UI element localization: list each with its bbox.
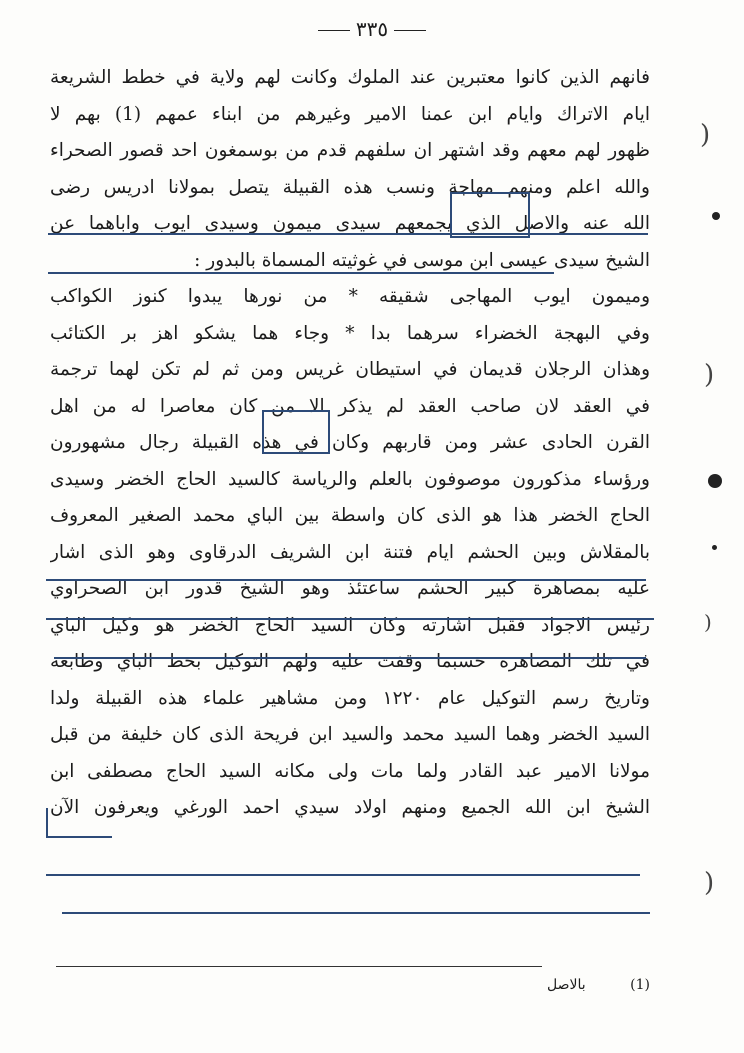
text-line: ورؤساء مذكورون موصوفون بالعلم والرياسة كالسيد الحاج الخضر وسيدى	[50, 468, 650, 490]
text-line: وتاريخ رسم التوكيل عام ١٢٢٠ ومن مشاهير علماء هذه القبيلة ولدا	[50, 687, 650, 709]
text-line: فانهم الذين كانوا معتبرين عند الملوك وكانت لهم ولاية في خطط الشريعة	[50, 67, 650, 88]
text-line: الشيخ سيدى عيسى ابن موسى في غوثيته المسماة بالبدور :	[194, 249, 650, 271]
box-annotation	[262, 410, 330, 454]
underline-annotation	[46, 579, 646, 581]
margin-mark: )	[704, 610, 712, 634]
verse-line: وميمون ايوب المهاجى شقيقه * من نورها يبدوا كنوز الكواكب	[50, 286, 650, 307]
underline-annotation	[62, 912, 650, 914]
ink-blot	[708, 474, 722, 488]
margin-mark: )	[704, 868, 715, 898]
footnote-text: بالاصل	[547, 977, 586, 993]
text-line: وهذان الرجلان قديمان في استيطان غريس ومن ثم لم تكن لهما ترجمة	[50, 359, 650, 380]
margin-mark: )	[704, 360, 715, 390]
underline-annotation	[48, 272, 554, 274]
text-line: مولانا الامير عبد القادر ولما مات ولى مكانه السيد الحاج مصطفى ابن	[50, 760, 650, 782]
text-line: القرن الحادى عشر ومن قاربهم وكان في هذه القبيلة رجال مشهورون	[50, 432, 650, 453]
box-annotation	[450, 192, 530, 238]
page-number: ٣٣٥	[355, 17, 389, 41]
page-header	[0, 14, 744, 44]
text-line: والله اعلم ومنهم مهاجة ونسب هذه القبيلة يتصل بمولانا ادريس رضى	[50, 176, 650, 198]
text-line: الحاج الخضر هذا هو الذى كان واسطة بين الباي محمد الصغير المعروف	[50, 505, 650, 526]
text-line: عليه بمصاهرة كبير الحشم ساعتئذ وهو الشيخ قدور ابن الصحراوي	[50, 578, 650, 599]
text-line: الشيخ ابن الله الجميع ومنهم اولاد سيدي احمد الورغي ويعرفون الآن	[50, 797, 650, 818]
text-line: في العقد لان صاحب العقد لم يذكر الا من كان معاصرا له من اهل	[50, 395, 650, 417]
text-line: رئيس الاجواد فقبل اشارته وكان السيد الحاج الخضر هو وكيل الباي	[50, 614, 650, 636]
footnote	[380, 974, 650, 996]
underline-annotation	[48, 233, 648, 235]
verse-line: وفي البهجة الخضراء سرهما بدا * وجاء هما يشكو اهز بر الكتائب	[50, 322, 650, 344]
underline-annotation	[46, 874, 640, 876]
underline-annotation	[46, 836, 112, 838]
text-line: ظهور لهم معهم وقد اشتهر ان سلفهم قدم من بوسمغون احد قصور الصحراء	[50, 140, 650, 161]
footnote-separator	[56, 966, 542, 967]
text-line: بالمقلاش وبين الحشم ايام فتنة ابن الشريف الدرقاوى وهو الذى اشار	[50, 541, 650, 563]
underline-annotation	[54, 657, 646, 659]
text-line: السيد الخضر وهما السيد محمد والسيد ابن فريحة الذى كان خليفة من قبل	[50, 724, 650, 745]
footnote-marker: (1)	[630, 977, 650, 993]
body-text	[50, 60, 650, 827]
margin-mark: )	[700, 120, 711, 150]
margin-bracket-annotation	[46, 808, 48, 836]
header-dash-left	[318, 30, 350, 31]
text-line: الله عنه والاصل الذي يجمعهم سيدى ميمون وسيدى ايوب واباهما عن	[50, 213, 650, 234]
header-dash-right	[394, 30, 426, 31]
underline-annotation	[46, 618, 654, 620]
ink-blot	[712, 212, 720, 220]
text-line: في تلك المصاهرة حسبما وقفت عليه ولهم التوكيل بخط الباي وطابعه	[50, 651, 650, 672]
ink-blot	[712, 545, 717, 550]
text-line: ايام الاتراك وايام ابن عمنا الامير وغيرهم من ابناء عمهم (1) بهم لا	[50, 103, 650, 125]
